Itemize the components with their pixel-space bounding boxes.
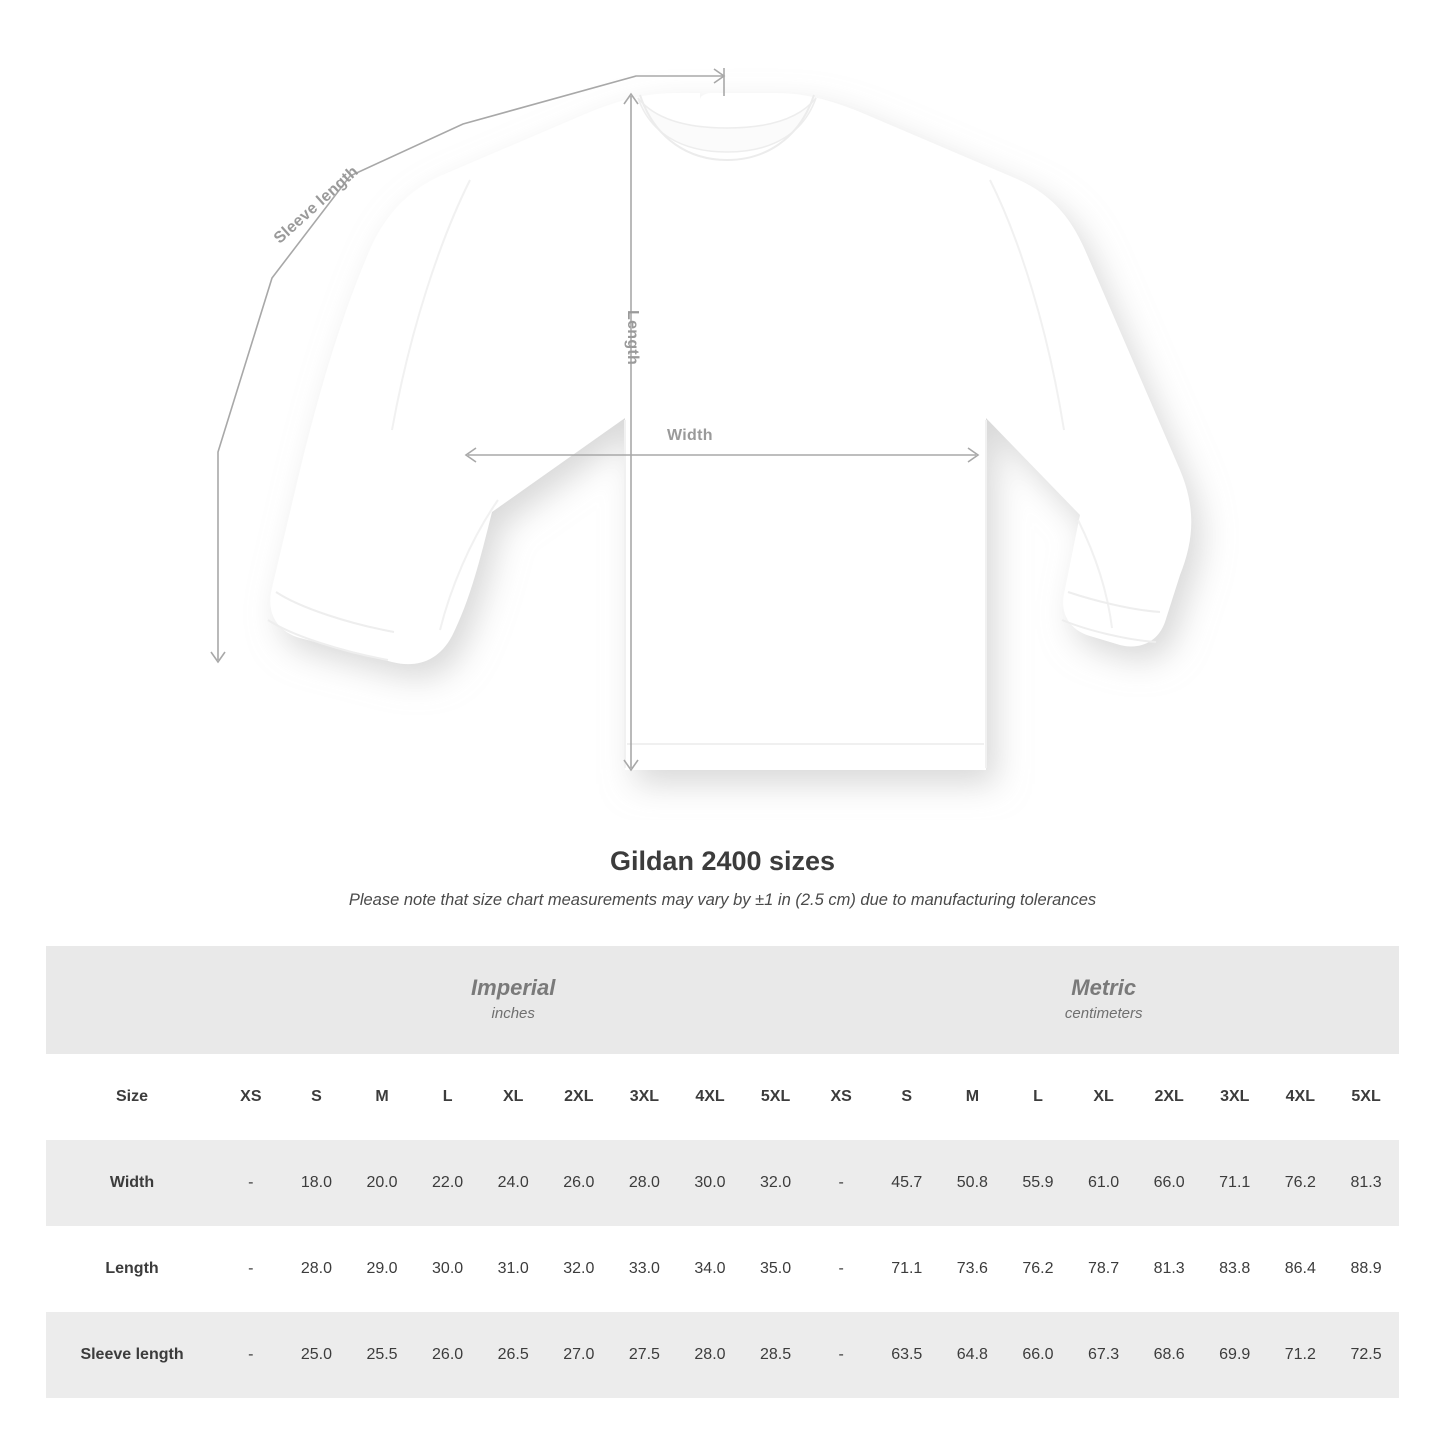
cell: 26.0 [415, 1312, 481, 1398]
unit-header-row [46, 946, 1399, 1054]
col-header: S [874, 1054, 940, 1140]
cell: 71.2 [1268, 1312, 1334, 1398]
cell: - [808, 1226, 874, 1312]
unit-metric-sub: centimeters [1064, 1004, 1143, 1022]
length-dimension-label: Length [624, 310, 641, 366]
unit-spacer-cell [46, 946, 218, 1054]
cell: 28.0 [612, 1140, 678, 1226]
cell: 20.0 [349, 1140, 415, 1226]
col-header: M [349, 1054, 415, 1140]
table-row [46, 1312, 1399, 1398]
cell: 18.0 [284, 1140, 350, 1226]
col-header: M [940, 1054, 1006, 1140]
cell: 81.3 [1136, 1226, 1202, 1312]
width-dimension-label: Width [667, 427, 713, 444]
unit-imperial-sub: inches [491, 1004, 535, 1022]
col-header: L [415, 1054, 481, 1140]
cell: 86.4 [1268, 1226, 1334, 1312]
cell: 31.0 [480, 1226, 546, 1312]
header-size: Size [46, 1054, 218, 1140]
col-header: 5XL [1333, 1054, 1399, 1140]
cell: 69.9 [1202, 1312, 1268, 1398]
cell: 66.0 [1136, 1140, 1202, 1226]
cell: 71.1 [874, 1226, 940, 1312]
cell: - [218, 1140, 284, 1226]
cell: 33.0 [612, 1226, 678, 1312]
tolerance-note: Please note that size chart measurements may vary by ±1 in (2.5 cm) due to manufacturing tolerances [348, 891, 1097, 909]
cell: 26.0 [546, 1140, 612, 1226]
cell: 28.0 [677, 1312, 743, 1398]
row-label: Width [46, 1140, 218, 1226]
col-header: 2XL [1136, 1054, 1202, 1140]
col-header: 4XL [1268, 1054, 1334, 1140]
col-header: 3XL [612, 1054, 678, 1140]
cell: 30.0 [415, 1226, 481, 1312]
cell: 30.0 [677, 1140, 743, 1226]
col-header: 4XL [677, 1054, 743, 1140]
column-header-row [46, 1054, 1399, 1140]
cell: 61.0 [1071, 1140, 1137, 1226]
cell: 83.8 [1202, 1226, 1268, 1312]
cell: 73.6 [940, 1226, 1006, 1312]
col-header: XS [808, 1054, 874, 1140]
col-header: S [284, 1054, 350, 1140]
row-label: Sleeve length [46, 1312, 218, 1398]
cell: 25.5 [349, 1312, 415, 1398]
cell: 76.2 [1268, 1140, 1334, 1226]
cell: 28.0 [284, 1226, 350, 1312]
cell: 26.5 [480, 1312, 546, 1398]
cell: 71.1 [1202, 1140, 1268, 1226]
size-table-wrapper [46, 946, 1399, 1398]
cell: 88.9 [1333, 1226, 1399, 1312]
cell: 24.0 [480, 1140, 546, 1226]
row-label: Length [46, 1226, 218, 1312]
col-header: 5XL [743, 1054, 809, 1140]
cell: 32.0 [743, 1140, 809, 1226]
sleeve-length-dimension-label: Sleeve length [270, 162, 362, 248]
col-header: XS [218, 1054, 284, 1140]
col-header: L [1005, 1054, 1071, 1140]
cell: 25.0 [284, 1312, 350, 1398]
unit-metric-cell [808, 946, 1399, 1054]
table-row [46, 1226, 1399, 1312]
cell: - [808, 1312, 874, 1398]
unit-imperial-cell [218, 946, 808, 1054]
cell: 68.6 [1136, 1312, 1202, 1398]
cell: 29.0 [349, 1226, 415, 1312]
title-block [0, 846, 1445, 910]
cell: 55.9 [1005, 1140, 1071, 1226]
cell: 78.7 [1071, 1226, 1137, 1312]
page-title: Gildan 2400 sizes [609, 846, 836, 876]
cell: 81.3 [1333, 1140, 1399, 1226]
cell: 64.8 [940, 1312, 1006, 1398]
cell: 67.3 [1071, 1312, 1137, 1398]
cell: 27.5 [612, 1312, 678, 1398]
cell: 22.0 [415, 1140, 481, 1226]
cell: 27.0 [546, 1312, 612, 1398]
unit-metric-name: Metric [1071, 975, 1137, 1001]
col-header: XL [480, 1054, 546, 1140]
cell: 28.5 [743, 1312, 809, 1398]
cell: 34.0 [677, 1226, 743, 1312]
col-header: 3XL [1202, 1054, 1268, 1140]
cell: 32.0 [546, 1226, 612, 1312]
cell: 45.7 [874, 1140, 940, 1226]
cell: 35.0 [743, 1226, 809, 1312]
size-table [46, 946, 1399, 1398]
cell: 66.0 [1005, 1312, 1071, 1398]
cell: - [218, 1226, 284, 1312]
cell: 63.5 [874, 1312, 940, 1398]
unit-imperial-name: Imperial [471, 975, 556, 1001]
cell: 76.2 [1005, 1226, 1071, 1312]
col-header: XL [1071, 1054, 1137, 1140]
table-row [46, 1140, 1399, 1226]
col-header: 2XL [546, 1054, 612, 1140]
cell: 72.5 [1333, 1312, 1399, 1398]
cell: - [808, 1140, 874, 1226]
cell: - [218, 1312, 284, 1398]
cell: 50.8 [940, 1140, 1006, 1226]
